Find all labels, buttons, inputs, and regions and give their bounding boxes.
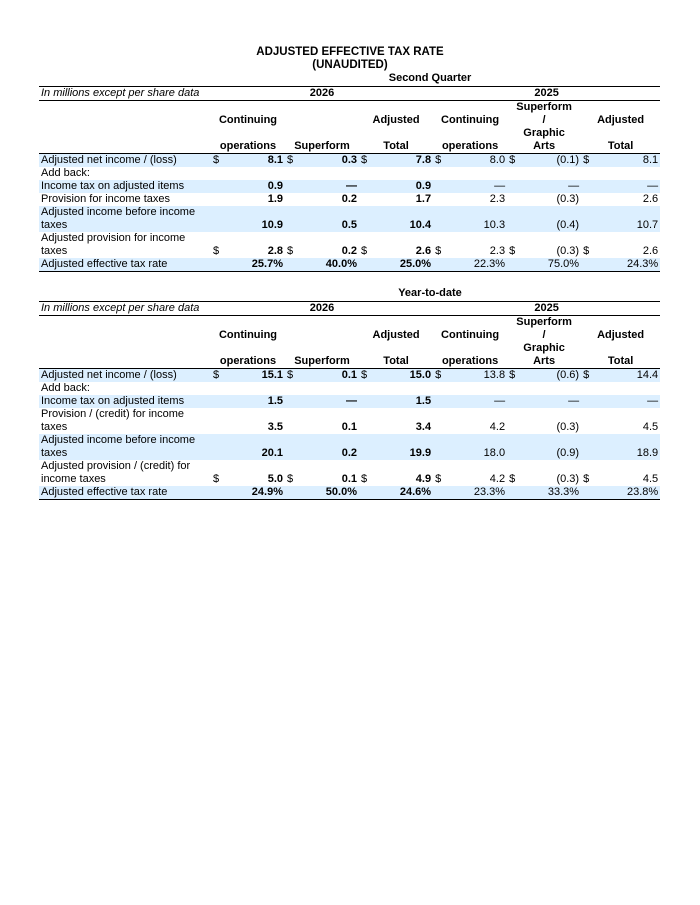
dollar-sign (359, 180, 375, 193)
cell-value: 4.2 (489, 473, 506, 485)
table-row (39, 434, 660, 460)
cell-value: (0.6) (523, 369, 581, 383)
table-row (39, 395, 660, 408)
dollar-sign (581, 180, 597, 193)
table-row (39, 408, 660, 434)
cell-value: (0.3) (556, 473, 580, 485)
header-superform-graphic-line3: Graphic (523, 342, 565, 354)
cell-value: 0.5 (301, 206, 359, 232)
cell-value: (0.1) (523, 154, 581, 168)
units-row (39, 87, 660, 101)
dollar-sign (359, 382, 375, 395)
header-superform-graphic-line2: / (542, 329, 546, 341)
table-row (39, 369, 660, 383)
dollar-sign: $ (583, 245, 590, 257)
row-label: Income tax on adjusted items (39, 395, 211, 408)
dollar-sign (211, 382, 227, 395)
cell-value: 0.1 (341, 421, 357, 433)
dollar-sign: $ (287, 245, 294, 257)
dollar-sign: $ (285, 369, 301, 383)
cell-value: 75.0% (523, 258, 581, 272)
cell-value: 33.3% (523, 486, 581, 500)
table-row (39, 206, 660, 232)
units-row (39, 302, 660, 316)
column-header-row-4 (39, 355, 660, 369)
dollar-sign: $ (581, 369, 597, 383)
row-label: Provision for income taxes (41, 193, 170, 205)
cell-value (597, 167, 660, 180)
cell-value: 24.6% (375, 486, 433, 500)
row-label: Adjusted provision / (credit) for income taxes (41, 460, 191, 485)
cell-value: — (449, 180, 507, 193)
dollar-sign: $ (509, 245, 516, 257)
column-header-row-3 (39, 127, 660, 140)
cell-value: 1.7 (415, 193, 432, 205)
dollar-sign (507, 193, 523, 206)
row-label: Provision / (credit) for income taxes (41, 408, 185, 433)
cell-value (449, 167, 507, 180)
dollar-sign (433, 486, 449, 500)
dollar-sign (433, 395, 449, 408)
cell-value: 2.6 (642, 193, 659, 205)
dollar-sign: $ (287, 473, 294, 485)
row-label: Adjusted effective tax rate (39, 486, 211, 500)
cell-value: (0.9) (523, 434, 581, 460)
header-total-prior: Total (581, 140, 660, 154)
report-subtitle: (UNAUDITED) (312, 59, 388, 71)
cell-value: 1.5 (375, 395, 433, 408)
units-label: In millions except per share data (39, 87, 211, 101)
dollar-sign (581, 193, 597, 206)
dollar-sign (285, 408, 301, 434)
cell-value: 18.0 (449, 434, 507, 460)
cell-value: 15.0 (375, 369, 433, 383)
cell-value: (0.3) (556, 421, 580, 433)
dollar-sign (433, 193, 449, 206)
dollar-sign (359, 167, 375, 180)
dollar-sign: $ (581, 154, 597, 168)
dollar-sign (285, 395, 301, 408)
cell-value: 23.8% (597, 486, 660, 500)
dollar-sign (285, 206, 301, 232)
dollar-sign (285, 486, 301, 500)
dollar-sign (507, 486, 523, 500)
dollar-sign (433, 206, 449, 232)
cell-value: 2.6 (642, 245, 659, 257)
table-row (39, 460, 660, 486)
table-row (39, 382, 660, 395)
cell-value: 22.3% (449, 258, 507, 272)
cell-value: (0.3) (556, 245, 580, 257)
year-current: 2026 (211, 302, 433, 316)
column-header-row-1 (39, 316, 660, 330)
cell-value: 13.8 (449, 369, 507, 383)
dollar-sign: $ (211, 369, 227, 383)
header-continuing-current: Continuing (218, 329, 278, 341)
cell-value: 8.1 (227, 154, 285, 168)
cell-value: 24.9% (227, 486, 285, 500)
cell-value: 1.5 (227, 395, 285, 408)
dollar-sign: $ (433, 154, 449, 168)
year-prior: 2025 (433, 87, 660, 101)
header-operations-prior: operations (433, 355, 507, 369)
header-operations-current: operations (211, 140, 285, 154)
dollar-sign (285, 382, 301, 395)
cell-value: 50.0% (301, 486, 359, 500)
header-superform-graphic-line3: Graphic (523, 127, 565, 139)
cell-value: 25.7% (227, 258, 285, 272)
cell-value: 2.8 (267, 245, 283, 257)
cell-value: 3.4 (415, 421, 432, 433)
dollar-sign (581, 408, 597, 434)
header-adjusted-current: Adjusted (372, 114, 420, 126)
tax-rate-table-year-to-date (39, 301, 660, 500)
cell-value: 0.9 (227, 180, 285, 193)
dollar-sign (359, 395, 375, 408)
dollar-sign: $ (435, 245, 442, 257)
dollar-sign (507, 434, 523, 460)
cell-value: 0.2 (301, 434, 359, 460)
cell-value: 8.0 (449, 154, 507, 168)
cell-value: — (597, 180, 660, 193)
cell-value: 4.2 (489, 421, 506, 433)
header-superform-graphic-line1: Superform (516, 101, 572, 113)
dollar-sign (211, 206, 227, 232)
row-label: Adjusted provision for income taxes (41, 232, 186, 257)
cell-value: 5.0 (267, 473, 283, 485)
dollar-sign: $ (359, 154, 375, 168)
dollar-sign (211, 395, 227, 408)
dollar-sign (359, 193, 375, 206)
dollar-sign (433, 258, 449, 272)
row-label: Income tax on adjusted items (39, 180, 211, 193)
dollar-sign (285, 180, 301, 193)
header-continuing-prior: Continuing (441, 114, 500, 126)
row-label: Add back: (41, 382, 90, 394)
cell-value: 20.1 (227, 434, 285, 460)
cell-value: — (523, 180, 581, 193)
dollar-sign (211, 193, 227, 206)
cell-value (227, 382, 285, 395)
dollar-sign (581, 258, 597, 272)
dollar-sign (285, 193, 301, 206)
table-row (39, 258, 660, 272)
cell-value: 0.3 (301, 154, 359, 168)
dollar-sign (359, 434, 375, 460)
dollar-sign (507, 180, 523, 193)
dollar-sign (433, 180, 449, 193)
header-superform-graphic-line2: / (542, 114, 546, 126)
header-operations-current: operations (211, 355, 285, 369)
year-prior: 2025 (433, 302, 660, 316)
cell-value: 2.3 (489, 193, 506, 205)
dollar-sign (433, 382, 449, 395)
column-header-row-2 (39, 329, 660, 342)
report-title: ADJUSTED EFFECTIVE TAX RATE (256, 46, 444, 58)
header-adjusted-current: Adjusted (372, 329, 420, 341)
dollar-sign (507, 382, 523, 395)
dollar-sign: $ (211, 154, 227, 168)
cell-value: 0.2 (341, 245, 357, 257)
cell-value: 10.9 (227, 206, 285, 232)
header-superform-graphic-line4: Arts (507, 140, 581, 154)
cell-value (375, 167, 433, 180)
dollar-sign (211, 258, 227, 272)
dollar-sign (285, 434, 301, 460)
dollar-sign (211, 180, 227, 193)
dollar-sign: $ (285, 154, 301, 168)
dollar-sign: $ (361, 245, 368, 257)
dollar-sign: $ (361, 473, 368, 485)
cell-value (227, 167, 285, 180)
table-body-second-quarter (39, 154, 660, 272)
row-label: Adjusted income before income taxes (39, 206, 211, 232)
dollar-sign (433, 408, 449, 434)
cell-value: 0.2 (341, 193, 357, 205)
header-superform-current: Superform (285, 140, 359, 154)
header-superform-current: Superform (285, 355, 359, 369)
cell-value (301, 167, 359, 180)
dollar-sign (581, 167, 597, 180)
header-continuing-current: Continuing (218, 114, 278, 126)
header-continuing-prior: Continuing (441, 329, 500, 341)
column-header-row-1 (39, 101, 660, 115)
column-header-row-4 (39, 140, 660, 154)
dollar-sign (211, 408, 227, 434)
header-adjusted-prior: Adjusted (597, 329, 645, 341)
row-label: Adjusted effective tax rate (39, 258, 211, 272)
column-header-row-3 (39, 342, 660, 355)
dollar-sign: $ (213, 473, 220, 485)
header-total-prior: Total (581, 355, 660, 369)
dollar-sign (507, 395, 523, 408)
cell-value: 0.9 (375, 180, 433, 193)
dollar-sign (507, 408, 523, 434)
header-superform-graphic-line1: Superform (516, 316, 572, 328)
cell-value: — (597, 395, 660, 408)
dollar-sign (359, 258, 375, 272)
dollar-sign (581, 434, 597, 460)
dollar-sign (581, 206, 597, 232)
cell-value: — (449, 395, 507, 408)
cell-value: 24.3% (597, 258, 660, 272)
dollar-sign (285, 258, 301, 272)
table-row (39, 167, 660, 180)
table-row (39, 154, 660, 168)
cell-value: (0.4) (523, 206, 581, 232)
dollar-sign: $ (507, 369, 523, 383)
units-label: In millions except per share data (39, 302, 211, 316)
dollar-sign: $ (213, 245, 220, 257)
cell-value: 10.3 (449, 206, 507, 232)
row-label: Add back: (41, 167, 90, 179)
dollar-sign (507, 206, 523, 232)
dollar-sign (581, 382, 597, 395)
cell-value: 2.6 (415, 245, 432, 257)
cell-value: 4.5 (642, 473, 659, 485)
table-body-year-to-date (39, 369, 660, 500)
cell-value: 0.1 (341, 473, 357, 485)
dollar-sign (211, 167, 227, 180)
header-operations-prior: operations (433, 140, 507, 154)
dollar-sign (507, 258, 523, 272)
dollar-sign (285, 167, 301, 180)
dollar-sign (211, 486, 227, 500)
cell-value: 1.9 (267, 193, 283, 205)
dollar-sign (359, 408, 375, 434)
table-row (39, 486, 660, 500)
cell-value: 7.8 (375, 154, 433, 168)
header-total-current: Total (359, 355, 433, 369)
row-label: Adjusted net income / (loss) (39, 369, 211, 383)
dollar-sign (433, 434, 449, 460)
header-adjusted-prior: Adjusted (597, 114, 645, 126)
dollar-sign (359, 486, 375, 500)
cell-value: 18.9 (597, 434, 660, 460)
cell-value: — (301, 395, 359, 408)
cell-value: 25.0% (375, 258, 433, 272)
cell-value (597, 382, 660, 395)
cell-value: 4.5 (642, 421, 659, 433)
cell-value: — (523, 395, 581, 408)
cell-value: 10.4 (375, 206, 433, 232)
cell-value: — (301, 180, 359, 193)
dollar-sign: $ (509, 473, 516, 485)
cell-value: 40.0% (301, 258, 359, 272)
section-header-second-quarter: Second Quarter (388, 72, 472, 84)
cell-value: 10.7 (597, 206, 660, 232)
cell-value (449, 382, 507, 395)
cell-value: 3.5 (267, 421, 283, 433)
year-current: 2026 (211, 87, 433, 101)
dollar-sign: $ (507, 154, 523, 168)
header-superform-graphic-line4: Arts (507, 355, 581, 369)
table-row (39, 193, 660, 206)
cell-value: 4.9 (415, 473, 432, 485)
dollar-sign: $ (435, 473, 442, 485)
cell-value (301, 382, 359, 395)
dollar-sign (581, 395, 597, 408)
row-label: Adjusted income before income taxes (39, 434, 211, 460)
cell-value: 19.9 (375, 434, 433, 460)
dollar-sign (507, 167, 523, 180)
dollar-sign (581, 486, 597, 500)
tax-rate-table-second-quarter (39, 86, 660, 272)
dollar-sign: $ (433, 369, 449, 383)
cell-value: 15.1 (227, 369, 285, 383)
dollar-sign: $ (583, 473, 590, 485)
cell-value (523, 382, 581, 395)
cell-value: 8.1 (597, 154, 660, 168)
dollar-sign (359, 206, 375, 232)
dollar-sign (211, 434, 227, 460)
dollar-sign: $ (359, 369, 375, 383)
column-header-row-2 (39, 114, 660, 127)
dollar-sign (433, 167, 449, 180)
cell-value (523, 167, 581, 180)
cell-value: (0.3) (556, 193, 580, 205)
table-row (39, 232, 660, 258)
section-header-year-to-date: Year-to-date (398, 287, 462, 299)
cell-value: 2.3 (489, 245, 506, 257)
cell-value: 23.3% (449, 486, 507, 500)
cell-value: 0.1 (301, 369, 359, 383)
table-row (39, 180, 660, 193)
row-label: Adjusted net income / (loss) (39, 154, 211, 168)
header-total-current: Total (359, 140, 433, 154)
cell-value: 14.4 (597, 369, 660, 383)
cell-value (375, 382, 433, 395)
